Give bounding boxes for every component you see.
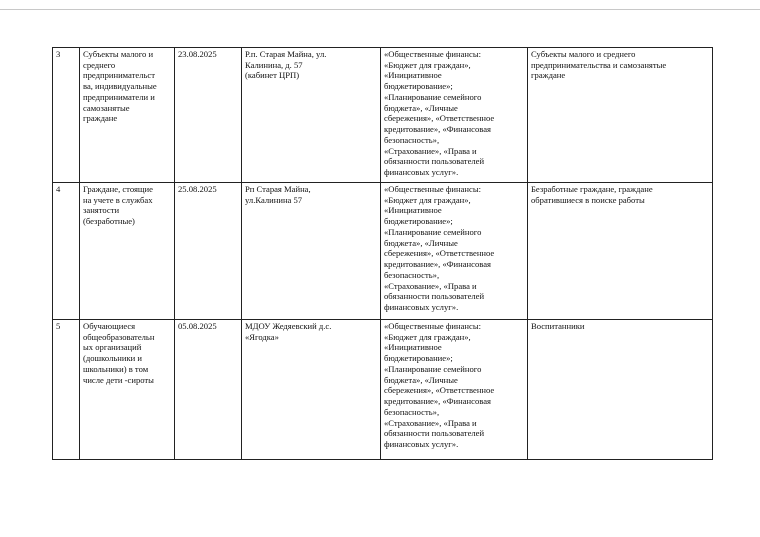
address-cell: Р.п. Старая Майна, ул. Калинина, д. 57 (кабинет ЦРП) [242, 48, 381, 183]
row-number: 4 [53, 183, 80, 320]
audience-cell: Субъекты малого и среднего предпринимательства и самозанятые граждане [528, 48, 713, 183]
audience-cell: Воспитанники [528, 320, 713, 460]
target-group-cell: Субъекты малого и среднего предпринимательст ва, индивидуальные предприниматели и самозанятые граждане [80, 48, 175, 183]
address-cell: Рп Старая Майна, ул.Калинина 57 [242, 183, 381, 320]
date-cell: 25.08.2025 [175, 183, 242, 320]
date-cell: 05.08.2025 [175, 320, 242, 460]
topics-cell: «Общественные финансы: «Бюджет для граждан», «Инициативное бюджетирование»; «Планирование семейного бюджета», «Личные сбережения», «Ответственное кредитование», «Финансовая безопасность», «Страхование», «Права и обязанности пользователей финансовых услуг». [381, 320, 528, 460]
topics-cell: «Общественные финансы: «Бюджет для граждан», «Инициативное бюджетирование»; «Планирование семейного бюджета», «Личные сбережения», «Ответственное кредитование», «Финансовая безопасность», «Страхование», «Права и обязанности пользователей финансовых услуг». [381, 48, 528, 183]
table-row [53, 320, 713, 460]
target-group-cell: Обучающиеся общеобразовательн ых организаций (дошкольники и школьники) в том числе дети -сироты [80, 320, 175, 460]
address-cell: МДОУ Жедяевский д.с. «Ягодка» [242, 320, 381, 460]
row-number: 3 [53, 48, 80, 183]
date-cell: 23.08.2025 [175, 48, 242, 183]
row-number: 5 [53, 320, 80, 460]
table-row [53, 48, 713, 183]
topics-cell: «Общественные финансы: «Бюджет для граждан», «Инициативное бюджетирование»; «Планирование семейного бюджета», «Личные сбережения», «Ответственное кредитование», «Финансовая безопасность», «Страхование», «Права и обязанности пользователей финансовых услуг». [381, 183, 528, 320]
page-top-divider [0, 9, 760, 10]
table-row [53, 183, 713, 320]
target-group-cell: Граждане, стоящие на учете в службах занятости (безработные) [80, 183, 175, 320]
events-table [52, 47, 713, 460]
audience-cell: Безработные граждане, граждане обратившиеся в поиске работы [528, 183, 713, 320]
